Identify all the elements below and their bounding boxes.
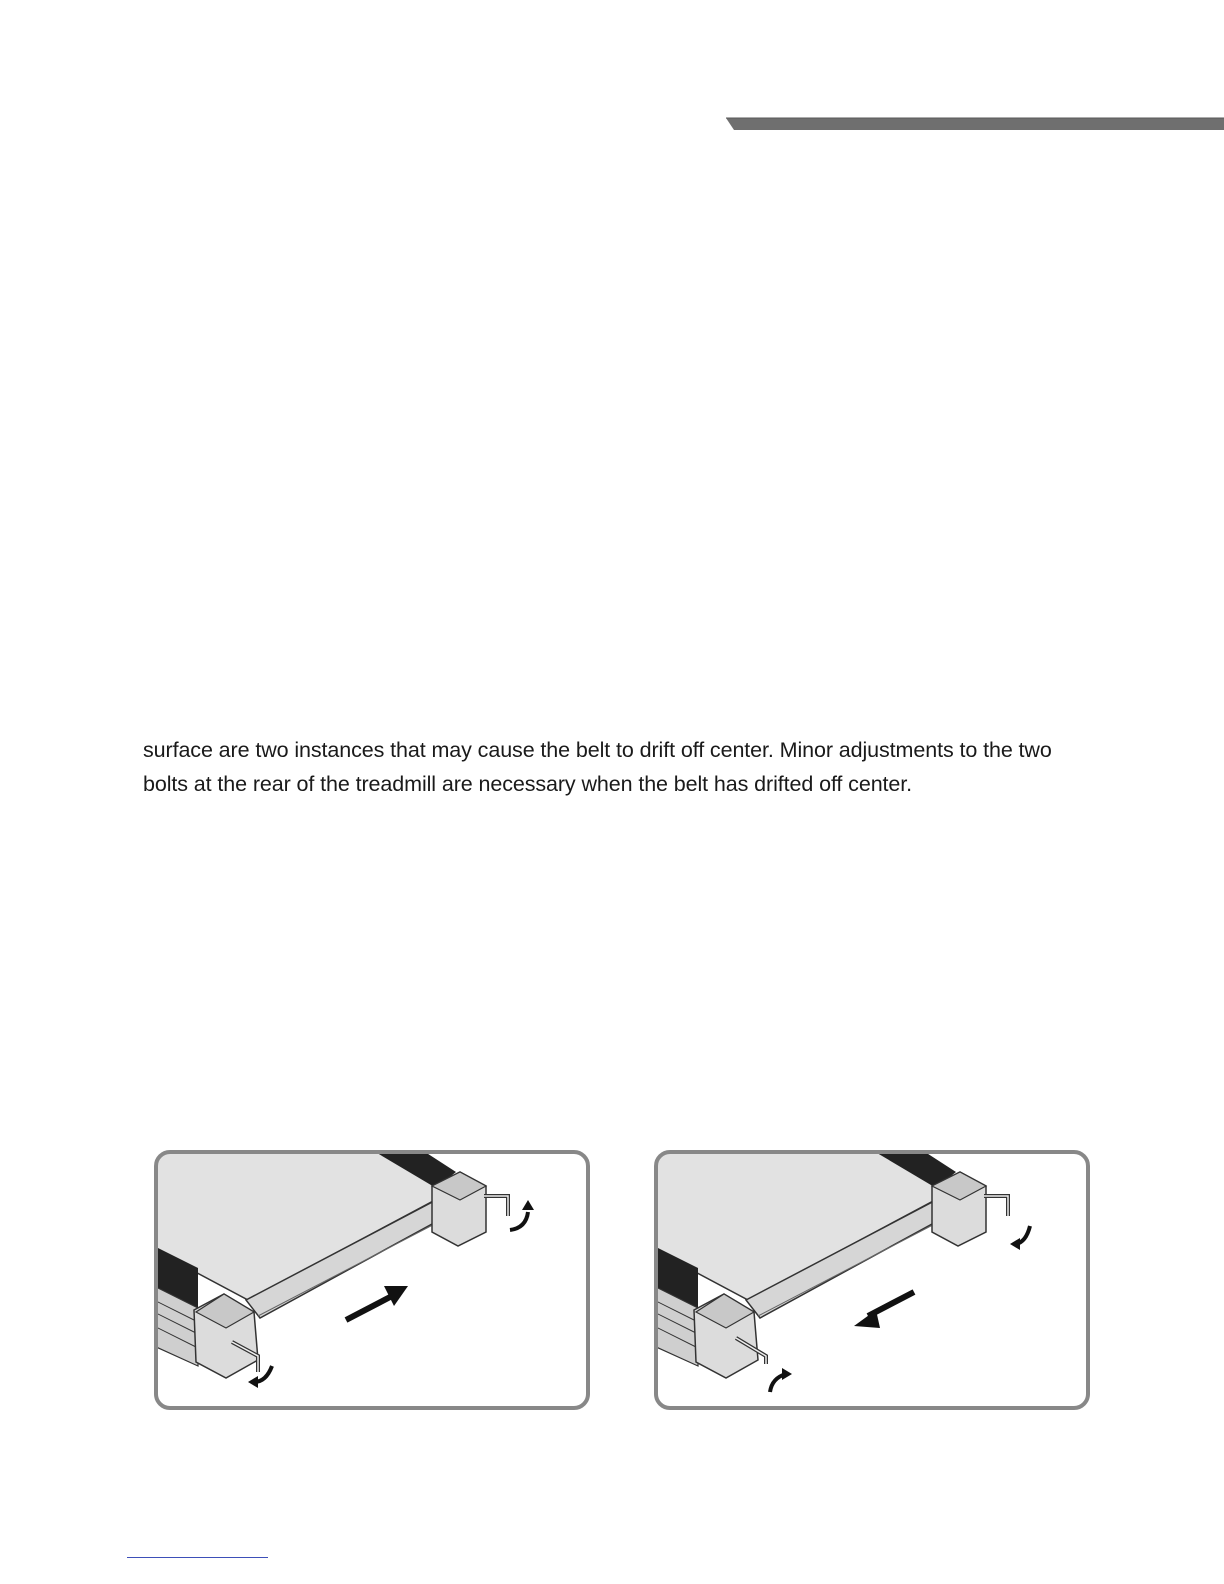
body-paragraph (143, 733, 1103, 801)
rotate-arrow-right-bolt (510, 1212, 528, 1230)
footer-rule (127, 1557, 268, 1558)
treadmill-illustration-left (154, 1150, 590, 1410)
paragraph-line-2: bolts at the rear of the treadmill are necessary when the belt has drifted off center. (143, 772, 913, 796)
figure-belt-drift-left (154, 1150, 590, 1410)
paragraph-line-1: surface are two instances that may cause the belt to drift off center. Minor adjustments to the two (143, 738, 1052, 762)
figure-belt-drift-right (654, 1150, 1090, 1410)
treadmill-illustration-right (654, 1150, 1090, 1410)
belt-direction-arrow (854, 1292, 914, 1328)
header-bar (0, 0, 1224, 140)
belt-direction-arrow (346, 1286, 408, 1320)
